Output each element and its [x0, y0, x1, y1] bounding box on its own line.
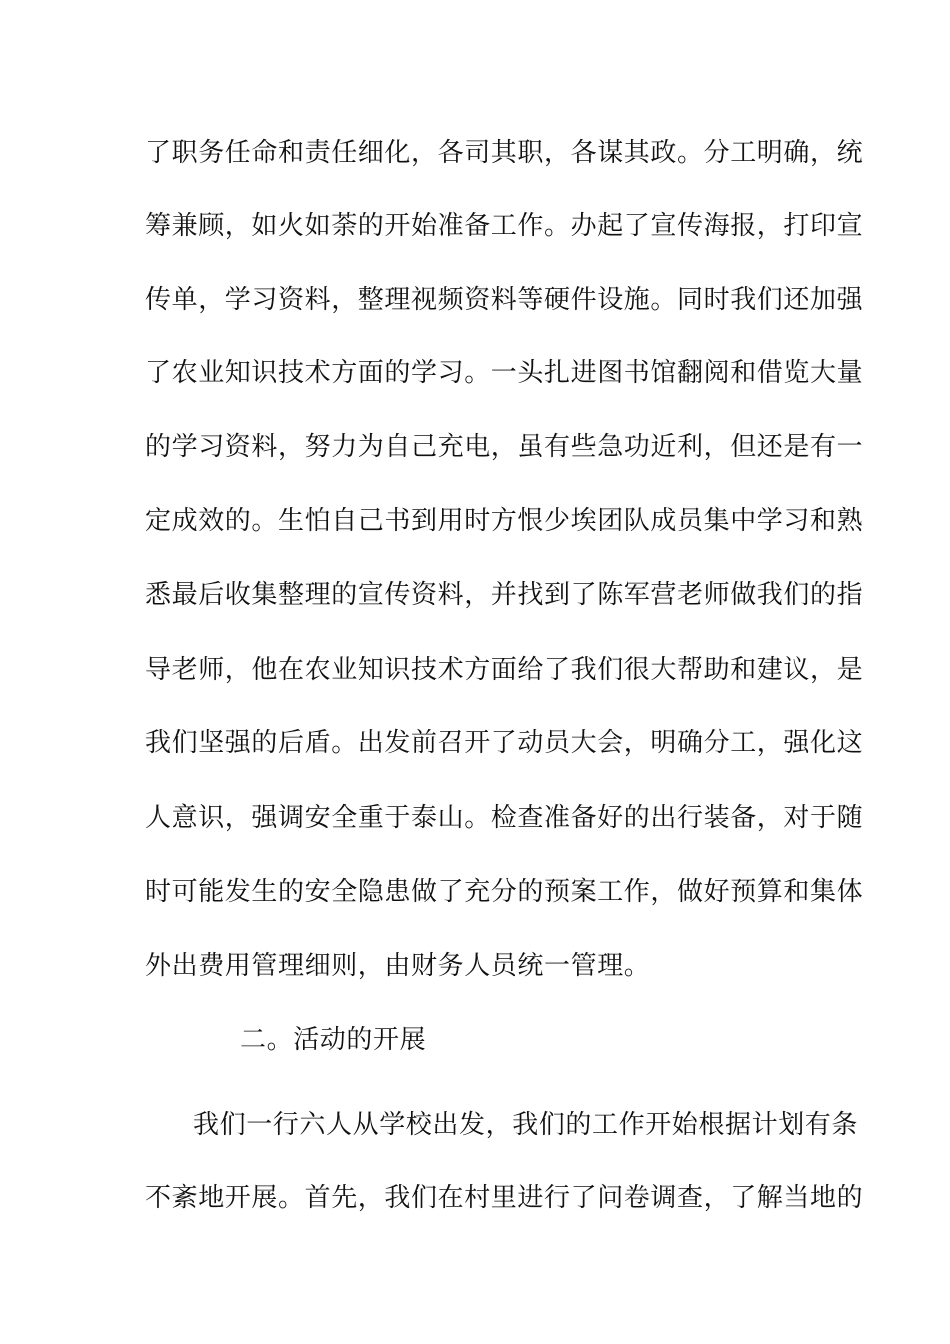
- body-text-line: 不紊地开展。首先，我们在村里进行了问卷调查，了解当地的: [145, 1183, 864, 1213]
- body-text-line: 时可能发生的安全隐患做了充分的预案工作，做好预算和集体: [145, 877, 864, 907]
- body-text-line: 悉最后收集整理的宣传资料，并找到了陈军营老师做我们的指: [145, 580, 864, 610]
- body-text-line: 筹兼顾，如火如荼的开始准备工作。办起了宣传海报，打印宣: [145, 211, 864, 241]
- body-text-line: 人意识，强调安全重于泰山。检查准备好的出行装备，对于随: [145, 803, 864, 833]
- section-heading: 二。活动的开展: [240, 1025, 427, 1055]
- body-text-line: 定成效的。生怕自己书到用时方恨少埃团队成员集中学习和熟: [145, 506, 864, 536]
- body-text-line: 我们一行六人从学校出发，我们的工作开始根据计划有条: [193, 1110, 859, 1140]
- body-text-line: 了农业知识技术方面的学习。一头扎进图书馆翻阅和借览大量: [145, 358, 864, 388]
- body-text-line: 导老师，他在农业知识技术方面给了我们很大帮助和建议，是: [145, 655, 864, 685]
- body-text-line: 我们坚强的后盾。出发前召开了动员大会，明确分工，强化这: [145, 728, 864, 758]
- body-text-line: 传单，学习资料，整理视频资料等硬件设施。同时我们还加强: [145, 285, 864, 315]
- body-text-line: 的学习资料，努力为自己充电，虽有些急功近利，但还是有一: [145, 432, 864, 462]
- body-text-line: 外出费用管理细则，由财务人员统一管理。: [145, 951, 651, 981]
- body-text-line: 了职务任命和责任细化，各司其职，各谋其政。分工明确，统: [145, 138, 864, 168]
